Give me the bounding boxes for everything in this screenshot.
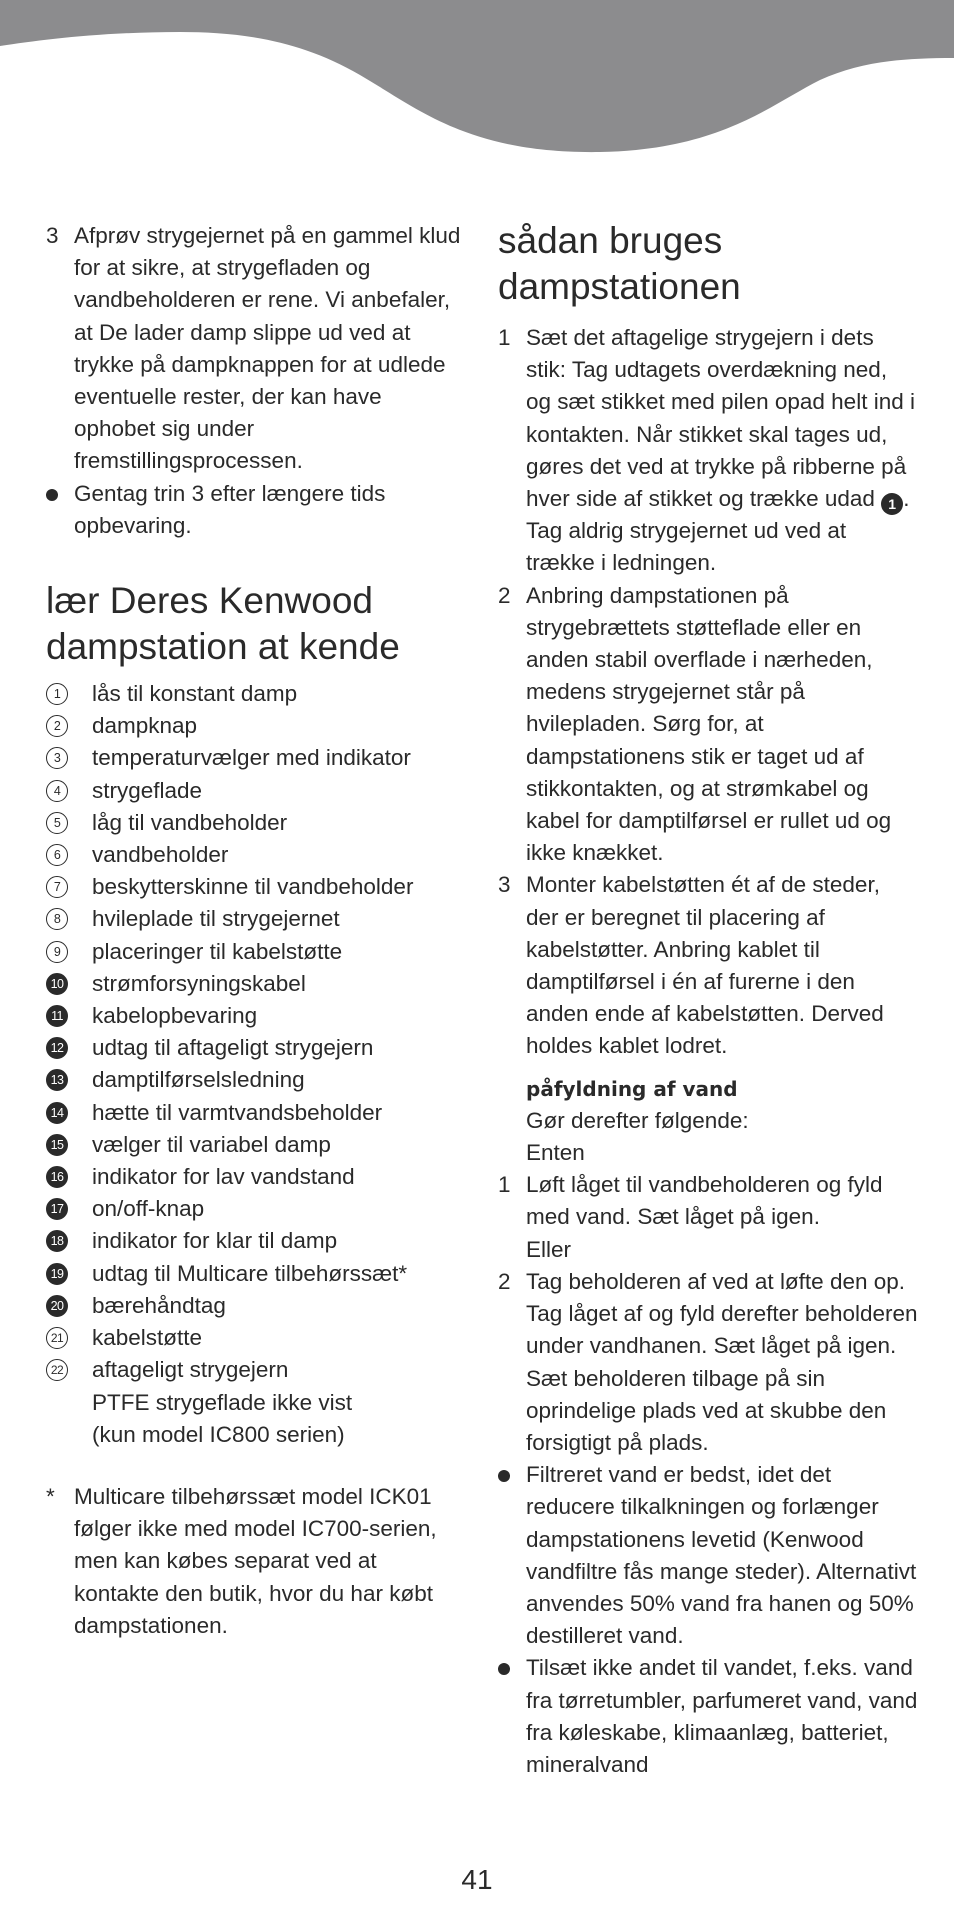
step-text: Sæt det aftagelige strygejern i dets stik: Tag udtagets overdækning ned, og sæt stikket med pilen opad helt ind i kontakten. Når stikket skal tages ud, gøres det ved at trykke på ribberne på hver side af stikket og trække udad bbox=[526, 325, 915, 512]
list-item-step-3 bbox=[498, 869, 918, 1062]
part-number-badge: 8 bbox=[46, 908, 68, 930]
either-text: Enten bbox=[526, 1140, 585, 1166]
right-column bbox=[498, 218, 918, 1781]
page-number: 41 bbox=[461, 1864, 493, 1895]
part-item bbox=[46, 903, 466, 935]
part-item bbox=[46, 968, 466, 1000]
part-label: kabelstøtte bbox=[92, 1325, 203, 1351]
part-item bbox=[46, 1032, 466, 1064]
part-label: vælger til variabel damp bbox=[92, 1131, 331, 1157]
part-label: vandbeholder bbox=[92, 842, 229, 868]
part-label: dampknap bbox=[92, 713, 198, 739]
list-item-bullet-1 bbox=[498, 1459, 918, 1652]
part-label: strømforsyningskabel bbox=[92, 970, 306, 996]
part-note: PTFE strygeflade ikke vist bbox=[92, 1389, 353, 1415]
part-label: udtag til aftageligt strygejern bbox=[92, 1035, 374, 1061]
step-number: 1 bbox=[498, 1172, 511, 1198]
list-item-step-2 bbox=[498, 580, 918, 870]
part-number-badge: 17 bbox=[46, 1198, 68, 1220]
part-label: indikator for klar til damp bbox=[92, 1228, 338, 1254]
figure-ref-icon: 1 bbox=[881, 493, 903, 515]
step-text: Anbring dampstationen på strygebrættets støtteflade eller en anden stabil overflade i nærheden, medens strygejernet står på hvilepladen. Sørg for, at dampstationens stik er taget ud af stikkontakten, og at strømkabel og kabel for damptilførsel er rullet ud og ikke knækket. bbox=[526, 582, 892, 866]
part-number-badge: 1 bbox=[46, 683, 68, 705]
part-number-badge: 7 bbox=[46, 876, 68, 898]
part-number-badge: 9 bbox=[46, 941, 68, 963]
part-number-badge: 3 bbox=[46, 747, 68, 769]
subheading-block bbox=[498, 1073, 918, 1170]
part-item bbox=[46, 1290, 466, 1322]
bullet-icon bbox=[46, 478, 70, 510]
part-item bbox=[46, 807, 466, 839]
part-number-badge: 11 bbox=[46, 1005, 68, 1027]
part-label: strygeflade bbox=[92, 777, 203, 803]
part-number-badge: 19 bbox=[46, 1263, 68, 1285]
part-number-badge: 10 bbox=[46, 973, 68, 995]
part-number-badge: 14 bbox=[46, 1102, 68, 1124]
part-label: bærehåndtag bbox=[92, 1292, 226, 1318]
part-item bbox=[46, 1322, 466, 1354]
intro-text: Gør derefter følgende: bbox=[526, 1107, 749, 1133]
part-number-badge: 4 bbox=[46, 780, 68, 802]
part-item bbox=[46, 710, 466, 742]
part-number-badge: 2 bbox=[46, 715, 68, 737]
part-item bbox=[46, 1000, 466, 1032]
part-note: (kun model IC800 serien) bbox=[92, 1421, 345, 1447]
part-label: låg til vandbeholder bbox=[92, 809, 288, 835]
part-item bbox=[46, 1225, 466, 1257]
bullet-text: Gentag trin 3 efter længere tids opbevaring. bbox=[74, 480, 386, 538]
step-text: Tag beholderen af ved at løfte den op. Tag låget af og fyld derefter beholderen under vandhanen. Sæt låget på igen. Sæt beholderen tilbage på sin oprindelige plads ved at skubbe den forsigtigt på plads. bbox=[526, 1268, 918, 1455]
step-text: Løft låget til vandbeholderen og fyld med vand. Sæt låget på igen. bbox=[526, 1172, 883, 1230]
part-label: on/off-knap bbox=[92, 1196, 205, 1222]
part-item bbox=[46, 1064, 466, 1096]
part-label: udtag til Multicare tilbehørssæt* bbox=[92, 1260, 408, 1286]
part-label: indikator for lav vandstand bbox=[92, 1164, 355, 1190]
part-label: hætte til varmtvandsbeholder bbox=[92, 1099, 383, 1125]
step-number: 2 bbox=[498, 582, 511, 608]
step-text: Monter kabelstøtten ét af de steder, der er beregnet til placering af kabelstøtter. Anbring kablet til damptilførsel i én af furerne i den anden ende af kabelstøtten. Derved holdes kablet lodret. bbox=[526, 872, 884, 1059]
part-item bbox=[46, 742, 466, 774]
list-item-step-3 bbox=[46, 220, 466, 478]
part-label: kabelopbevaring bbox=[92, 1003, 258, 1029]
part-number-badge: 12 bbox=[46, 1037, 68, 1059]
step-text: Afprøv strygejernet på en gammel klud for at sikre, at strygefladen og vandbeholderen er rene. Vi anbefaler, at De lader damp slippe ud ved at trykke på dampknappen for at udlede eventuelle rester, der kan have ophobet sig under fremstillingsprocessen. bbox=[74, 223, 461, 474]
part-label: beskytterskinne til vandbeholder bbox=[92, 874, 414, 900]
part-number-badge: 20 bbox=[46, 1295, 68, 1317]
part-label: damptilførselsledning bbox=[92, 1067, 305, 1093]
bullet-text: Filtreret vand er bedst, idet det reducere tilkalkningen og forlænger dampstationens levetid (Kenwood vandfiltre fås mange steder). Alternativt anvendes 50% vand fra hanen og 50% destilleret vand. bbox=[526, 1462, 917, 1649]
part-label: placeringer til kabelstøtte bbox=[92, 938, 343, 964]
list-item-bullet-2 bbox=[498, 1652, 918, 1781]
list-item-fill-1 bbox=[498, 1169, 918, 1266]
part-number-badge: 18 bbox=[46, 1230, 68, 1252]
subheading-water-filling: påfyldning af vand bbox=[526, 1076, 738, 1101]
footnote bbox=[46, 1481, 466, 1642]
part-label: lås til konstant damp bbox=[92, 681, 298, 707]
section-heading-usage: sådan bruges dampstationen bbox=[498, 220, 741, 307]
bullet-text: Tilsæt ikke andet til vandet, f.eks. vand fra tørretumbler, parfumeret vand, vand fra køleskabe, klimaanlæg, batteriet, mineralvand bbox=[526, 1655, 918, 1777]
part-item bbox=[46, 1258, 466, 1290]
part-item bbox=[46, 936, 466, 968]
step-number: 2 bbox=[498, 1268, 511, 1294]
part-number-badge: 6 bbox=[46, 844, 68, 866]
part-number-badge: 15 bbox=[46, 1134, 68, 1156]
part-number-badge: 21 bbox=[46, 1327, 68, 1349]
step-number: 1 bbox=[498, 325, 511, 350]
bullet-icon bbox=[498, 1652, 522, 1684]
part-label: hvileplade til strygejernet bbox=[92, 906, 340, 932]
list-item-step-1 bbox=[498, 322, 918, 580]
part-item bbox=[46, 678, 466, 710]
part-item bbox=[46, 871, 466, 903]
footnote-mark: * bbox=[46, 1483, 55, 1509]
footnote-text: Multicare tilbehørssæt model ICK01 følger ikke med model IC700-serien, men kan købes separat ved at kontakte den butik, hvor du har købt dampstationen. bbox=[74, 1483, 437, 1638]
part-number-badge: 22 bbox=[46, 1359, 68, 1381]
step-number: 3 bbox=[46, 223, 59, 248]
step-text-continued: . Tag aldrig strygejernet ud ved at trække i ledningen. bbox=[526, 486, 910, 576]
list-item-fill-2 bbox=[498, 1266, 918, 1459]
part-label: temperaturvælger med indikator bbox=[92, 745, 411, 771]
part-item bbox=[46, 1129, 466, 1161]
part-item bbox=[46, 775, 466, 807]
part-item bbox=[46, 1193, 466, 1225]
header-wave-banner bbox=[0, 0, 954, 160]
part-item bbox=[46, 1161, 466, 1193]
part-number-badge: 13 bbox=[46, 1069, 68, 1091]
step-number: 3 bbox=[498, 872, 511, 898]
part-number-badge: 16 bbox=[46, 1166, 68, 1188]
part-label: aftageligt strygejern bbox=[92, 1357, 289, 1383]
or-text: Eller bbox=[526, 1236, 572, 1262]
left-column bbox=[46, 220, 466, 1642]
part-item bbox=[46, 1097, 466, 1129]
part-item bbox=[46, 839, 466, 871]
list-item-bullet bbox=[46, 478, 466, 542]
part-item bbox=[46, 1354, 466, 1451]
parts-list bbox=[46, 678, 466, 1451]
bullet-icon bbox=[498, 1459, 522, 1491]
section-heading-parts: lær Deres Kenwood dampstation at kende bbox=[46, 580, 400, 668]
part-number-badge: 5 bbox=[46, 812, 68, 834]
